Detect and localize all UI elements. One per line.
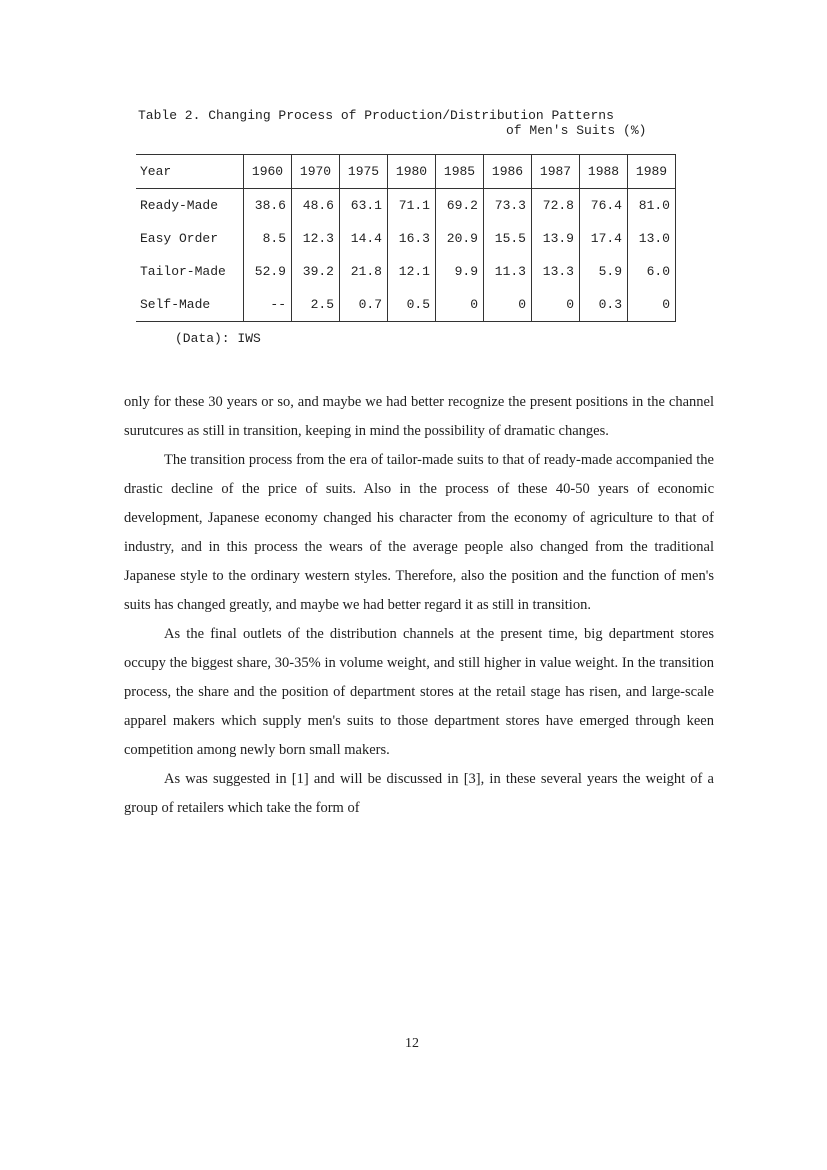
row-label: Tailor-Made bbox=[136, 255, 244, 288]
value-cell: 15.5 bbox=[484, 222, 532, 255]
page-number: 12 bbox=[405, 1036, 419, 1051]
value-cell: 81.0 bbox=[628, 189, 676, 223]
value-cell: 13.9 bbox=[532, 222, 580, 255]
value-cell: 73.3 bbox=[484, 189, 532, 223]
value-cell: 76.4 bbox=[580, 189, 628, 223]
value-cell: 38.6 bbox=[244, 189, 292, 223]
year-cell: 1970 bbox=[292, 155, 340, 189]
value-cell: 2.5 bbox=[292, 288, 340, 322]
value-cell: 9.9 bbox=[436, 255, 484, 288]
value-cell: 13.3 bbox=[532, 255, 580, 288]
value-cell: 11.3 bbox=[484, 255, 532, 288]
paragraph: The transition process from the era of tailor-made suits to that of ready-made accompanied the drastic decline of the price of suits. Also in the process of these 40-50 years of economic development, Japanese economy changed his character from the economy of agriculture to that of industry, and in this process the wears of the average people also changed from the traditional Japanese style to the ordinary western styles. Therefore, also the position and the function of men's suits has changed greatly, and maybe we had better regard it as still in transition. bbox=[124, 452, 714, 613]
table-header-row bbox=[136, 155, 676, 189]
value-cell: 6.0 bbox=[628, 255, 676, 288]
value-cell: 5.9 bbox=[580, 255, 628, 288]
year-cell: 1985 bbox=[436, 155, 484, 189]
paragraph: only for these 30 years or so, and maybe we had better recognize the present positions in the channel surutcures as still in transition, keeping in mind the possibility of dramatic changes. bbox=[124, 394, 714, 439]
value-cell: 0.3 bbox=[580, 288, 628, 322]
value-cell: -- bbox=[244, 288, 292, 322]
year-header: Year bbox=[136, 155, 244, 189]
production-distribution-table bbox=[136, 154, 676, 322]
value-cell: 52.9 bbox=[244, 255, 292, 288]
value-cell: 12.1 bbox=[388, 255, 436, 288]
row-label: Self-Made bbox=[136, 288, 244, 322]
value-cell: 16.3 bbox=[388, 222, 436, 255]
body-text bbox=[124, 388, 714, 823]
table-row-self-made bbox=[136, 288, 676, 322]
value-cell: 0 bbox=[628, 288, 676, 322]
value-cell: 39.2 bbox=[292, 255, 340, 288]
value-cell: 48.6 bbox=[292, 189, 340, 223]
value-cell: 8.5 bbox=[244, 222, 292, 255]
value-cell: 0 bbox=[436, 288, 484, 322]
table-source-note: (Data): IWS bbox=[175, 331, 261, 346]
table-row-ready-made bbox=[136, 189, 676, 223]
table-row-tailor-made bbox=[136, 255, 676, 288]
value-cell: 0.7 bbox=[340, 288, 388, 322]
paragraph: As the final outlets of the distribution channels at the present time, big department stores occupy the biggest share, 30-35% in volume weight, and still higher in value weight. In the transition process, the share and the position of department stores at the retail stage has risen, and large-scale apparel makers which supply men's suits to those department stores have emerged through keen competition among newly born small makers. bbox=[124, 626, 714, 758]
value-cell: 20.9 bbox=[436, 222, 484, 255]
value-cell: 0 bbox=[532, 288, 580, 322]
year-cell: 1975 bbox=[340, 155, 388, 189]
value-cell: 13.0 bbox=[628, 222, 676, 255]
value-cell: 0 bbox=[484, 288, 532, 322]
value-cell: 17.4 bbox=[580, 222, 628, 255]
year-cell: 1988 bbox=[580, 155, 628, 189]
value-cell: 71.1 bbox=[388, 189, 436, 223]
value-cell: 21.8 bbox=[340, 255, 388, 288]
value-cell: 14.4 bbox=[340, 222, 388, 255]
year-cell: 1986 bbox=[484, 155, 532, 189]
table-row-easy-order bbox=[136, 222, 676, 255]
paragraph: As was suggested in [1] and will be discussed in [3], in these several years the weight of a group of retailers which take the form of bbox=[124, 771, 714, 816]
year-cell: 1980 bbox=[388, 155, 436, 189]
table-caption bbox=[138, 108, 678, 138]
year-cell: 1989 bbox=[628, 155, 676, 189]
year-cell: 1960 bbox=[244, 155, 292, 189]
value-cell: 69.2 bbox=[436, 189, 484, 223]
year-cell: 1987 bbox=[532, 155, 580, 189]
row-label: Easy Order bbox=[136, 222, 244, 255]
value-cell: 0.5 bbox=[388, 288, 436, 322]
value-cell: 12.3 bbox=[292, 222, 340, 255]
value-cell: 72.8 bbox=[532, 189, 580, 223]
value-cell: 63.1 bbox=[340, 189, 388, 223]
table-caption-line2: of Men's Suits (%) bbox=[506, 123, 647, 138]
row-label: Ready-Made bbox=[136, 189, 244, 223]
table-caption-line1: Table 2. Changing Process of Production/Distribution Patterns bbox=[138, 108, 614, 123]
